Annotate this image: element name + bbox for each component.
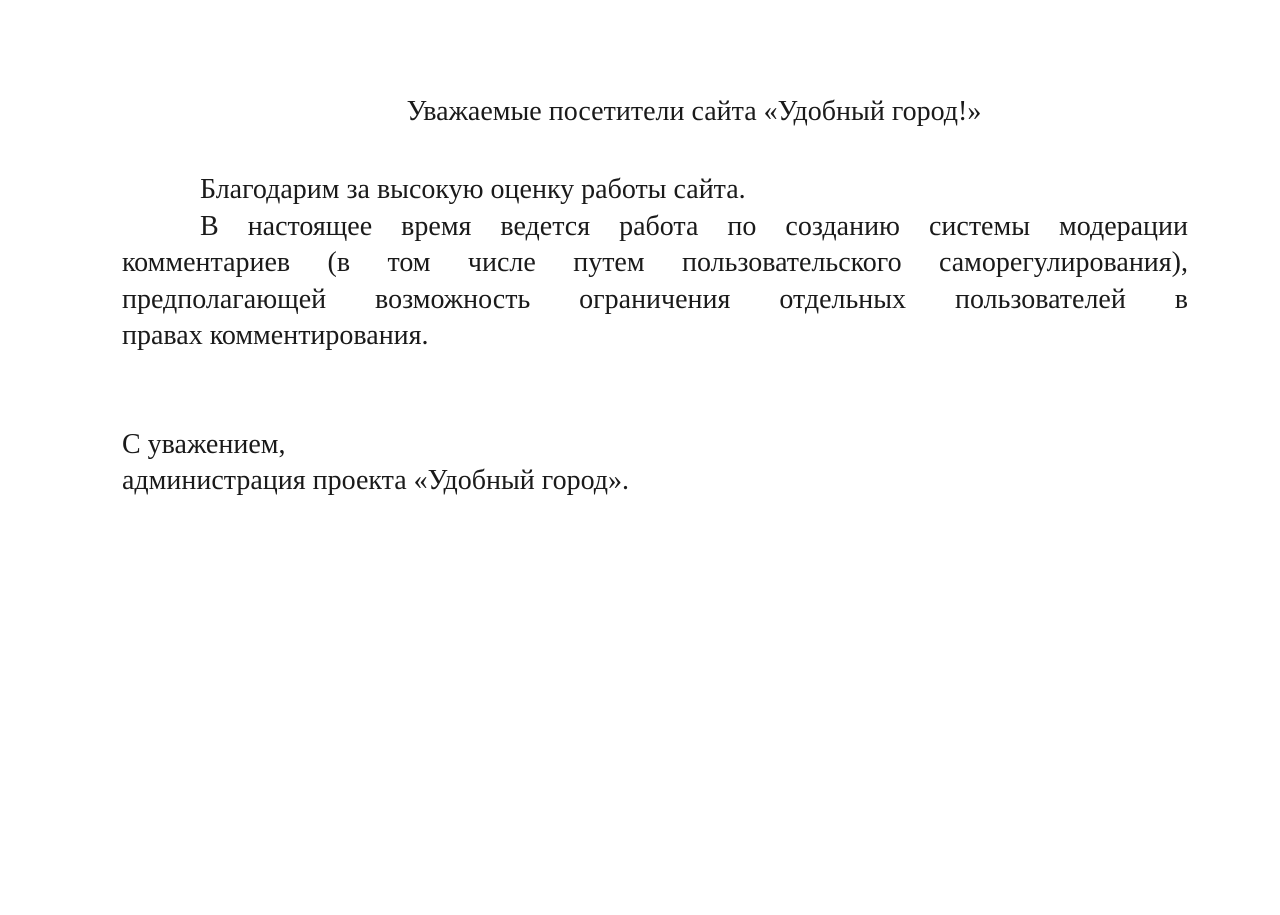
body-line-2: комментариев (в том числе путем пользовательского саморегулирования), xyxy=(122,247,1188,278)
body-paragraph-opening xyxy=(122,172,1188,209)
spacer xyxy=(122,131,1188,172)
body-paragraph-main xyxy=(122,209,1188,355)
spacer xyxy=(122,355,1188,427)
body-line-4: правах комментирования. xyxy=(122,320,429,351)
signature-line-1: С уважением, xyxy=(122,428,286,460)
signature-block xyxy=(122,427,1188,500)
body-line-3: предполагающей возможность ограничения отдельных пользователей в xyxy=(122,283,1188,315)
body-line-1: В настоящее время ведется работа по созданию системы модерации xyxy=(200,210,1188,242)
signature-line-2: администрация проекта «Удобный город». xyxy=(122,465,630,496)
body-line-opening: Благодарим за высокую оценку работы сайта. xyxy=(200,174,746,205)
document-title: Уважаемые посетители сайта «Удобный город!» xyxy=(406,96,982,127)
